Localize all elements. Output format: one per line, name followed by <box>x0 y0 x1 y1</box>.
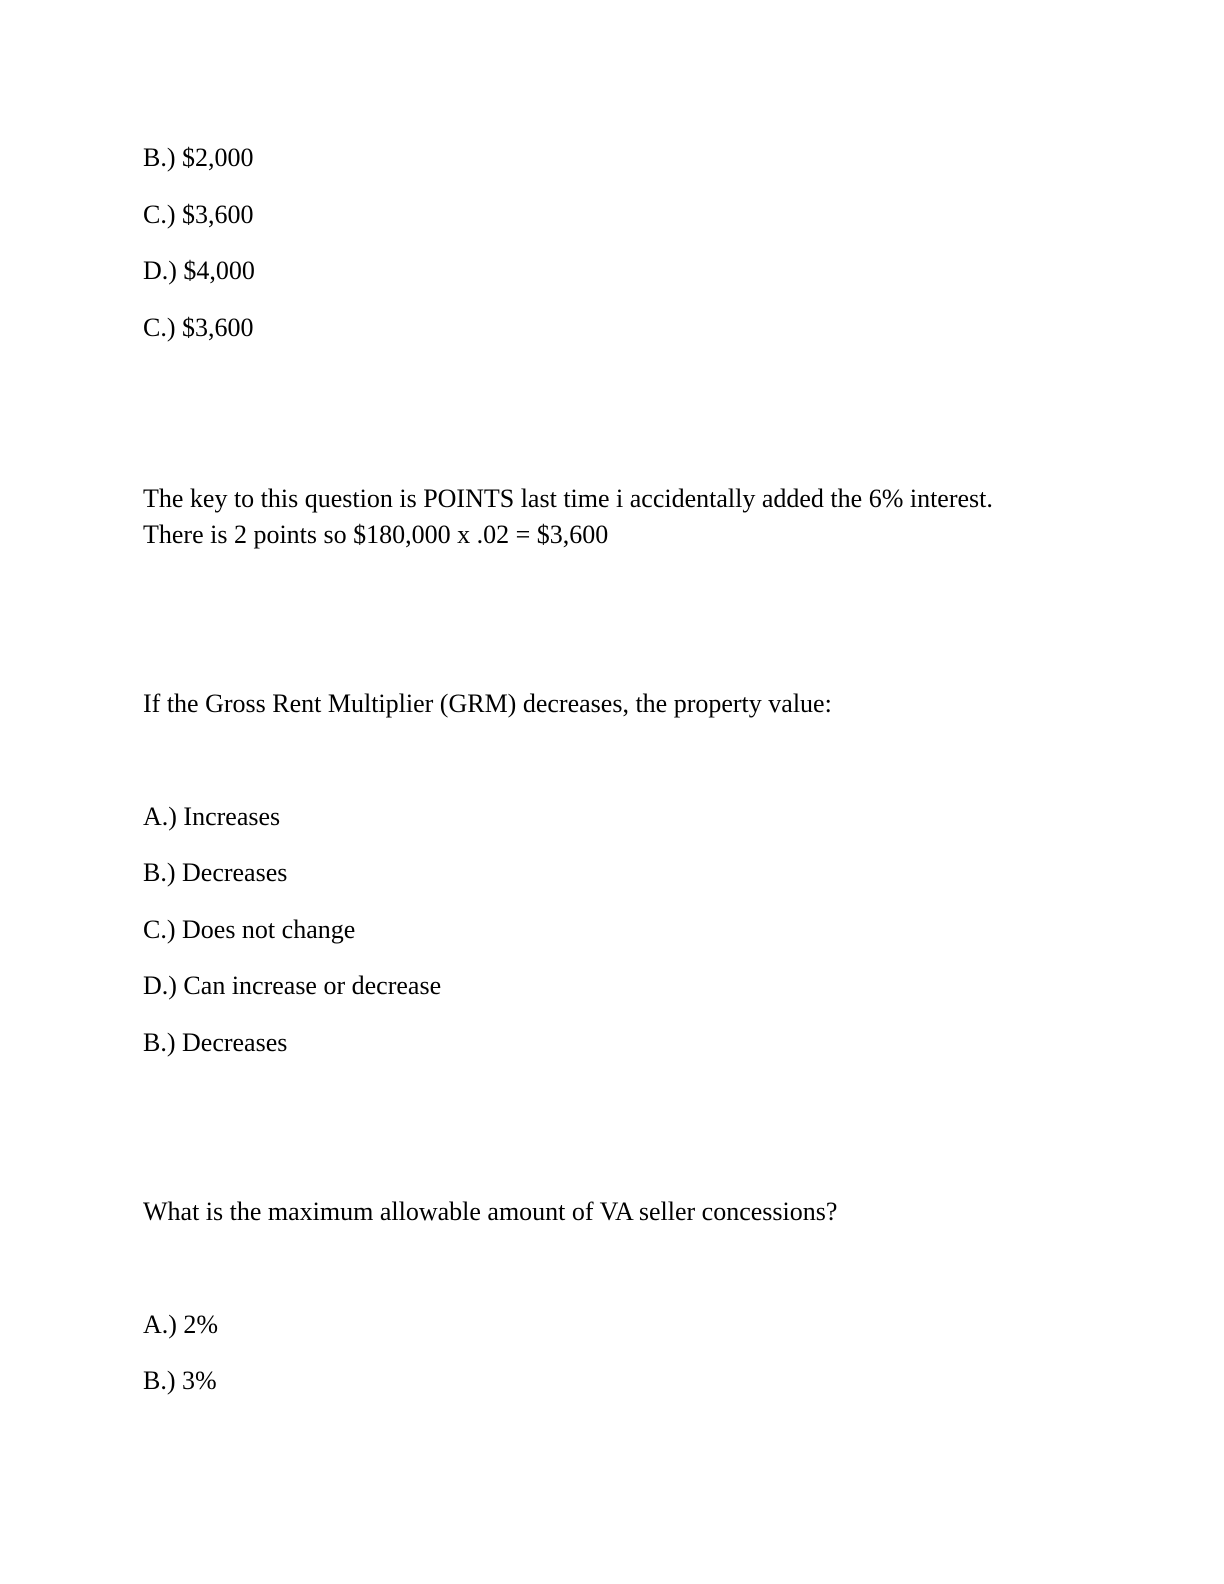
explanation-line-2: There is 2 points so $180,000 x .02 = $3,600 <box>143 520 609 549</box>
grm-option-d: D.) Can increase or decrease <box>143 971 442 1000</box>
prev-option-c: C.) $3,600 <box>143 200 254 229</box>
grm-question-prompt: If the Gross Rent Multiplier (GRM) decreases, the property value: <box>143 689 832 718</box>
prev-option-d: D.) $4,000 <box>143 256 255 285</box>
grm-answer: B.) Decreases <box>143 1028 288 1057</box>
prev-option-b: B.) $2,000 <box>143 143 254 172</box>
va-option-b: B.) 3% <box>143 1366 217 1395</box>
grm-option-b: B.) Decreases <box>143 858 288 887</box>
grm-option-a: A.) Increases <box>143 802 281 831</box>
explanation-line-1: The key to this question is POINTS last time i accidentally added the 6% interest. <box>143 484 993 513</box>
va-question-prompt: What is the maximum allowable amount of VA seller concessions? <box>143 1197 838 1226</box>
grm-option-c: C.) Does not change <box>143 915 356 944</box>
prev-answer: C.) $3,600 <box>143 313 254 342</box>
va-option-a: A.) 2% <box>143 1310 219 1339</box>
